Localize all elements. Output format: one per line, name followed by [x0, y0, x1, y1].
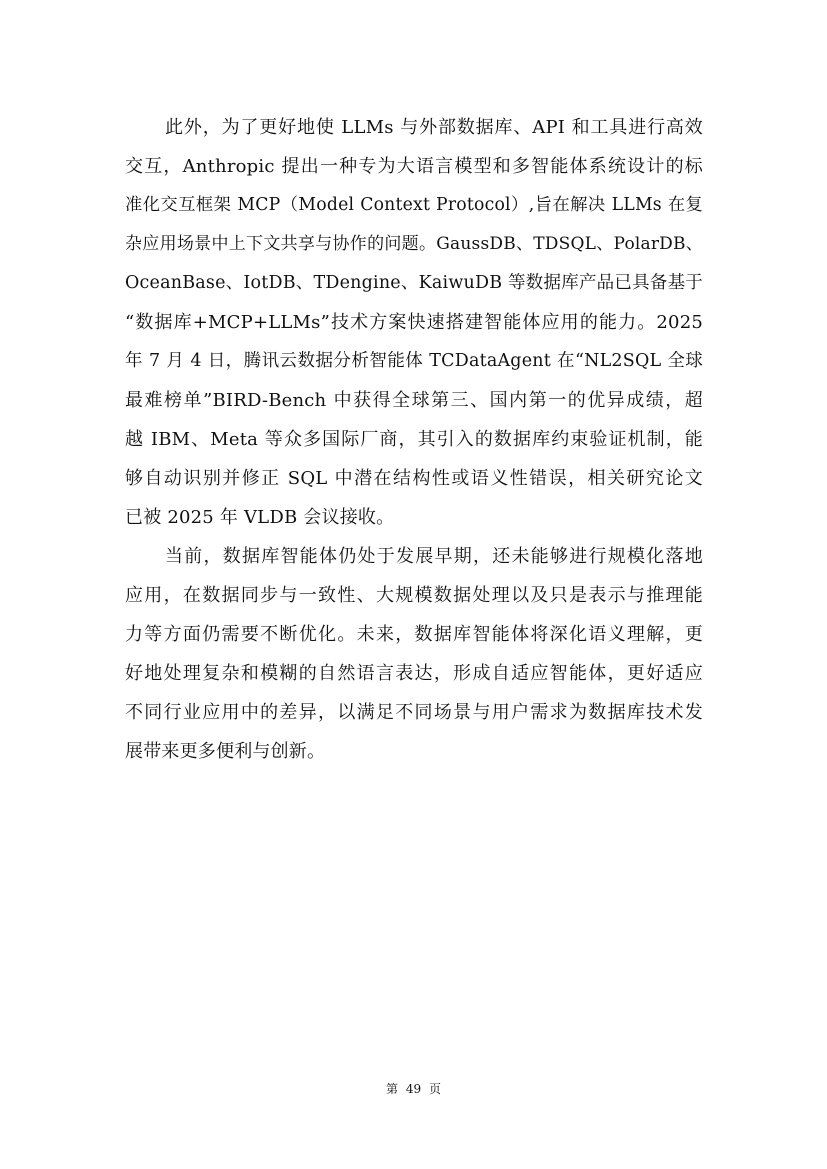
text-line: 此外，为了更好地使 LLMs 与外部数据库、API 和工具进行高效 [165, 117, 703, 138]
text-line: 最难榜单”BIRD-Bench 中获得全球第三、国内第一的优异成绩，超 [125, 390, 703, 411]
text-line: 展带来更多便利与创新。 [125, 741, 326, 762]
text-line: 不同行业应用中的差异，以满足不同场景与用户需求为数据库技术发 [125, 702, 703, 723]
paragraph-outlook [125, 537, 703, 771]
paragraph-mcp [125, 108, 703, 537]
text-line: “数据库+MCP+LLMs”技术方案快速搭建智能体应用的能力。2025 [125, 312, 703, 333]
text-line: 当前，数据库智能体仍处于发展早期，还未能够进行规模化落地 [165, 546, 703, 567]
text-line: 力等方面仍需要不断优化。未来，数据库智能体将深化语义理解，更 [125, 624, 703, 645]
text-line: 准化交互框架 MCP（Model Context Protocol）,旨在解决 LLMs 在复 [125, 195, 703, 215]
text-line: 已被 2025 年 VLDB 会议接收。 [125, 507, 395, 528]
text-line: 年 7 月 4 日，腾讯云数据分析智能体 TCDataAgent 在“NL2SQL 全球 [125, 351, 703, 371]
text-line: 越 IBM、Meta 等众多国际厂商，其引入的数据库约束验证机制，能 [125, 429, 703, 450]
page-number: 第 49 页 [386, 1082, 441, 1096]
text-line: 应用，在数据同步与一致性、大规模数据处理以及只是表示与推理能 [125, 585, 703, 606]
text-line: 交互，Anthropic 提出一种专为大语言模型和多智能体系统设计的标 [125, 156, 703, 177]
text-line: 杂应用场景中上下文共享与协作的问题。GaussDB、TDSQL、PolarDB、 [125, 234, 703, 254]
text-line: OceanBase、IotDB、TDengine、KaiwuDB 等数据库产品已具备基于 [125, 273, 703, 293]
text-line: 够自动识别并修正 SQL 中潜在结构性或语义性错误，相关研究论文 [125, 468, 703, 489]
page-body [125, 108, 703, 771]
text-line: 好地处理复杂和模糊的自然语言表达，形成自适应智能体，更好适应 [125, 663, 703, 684]
